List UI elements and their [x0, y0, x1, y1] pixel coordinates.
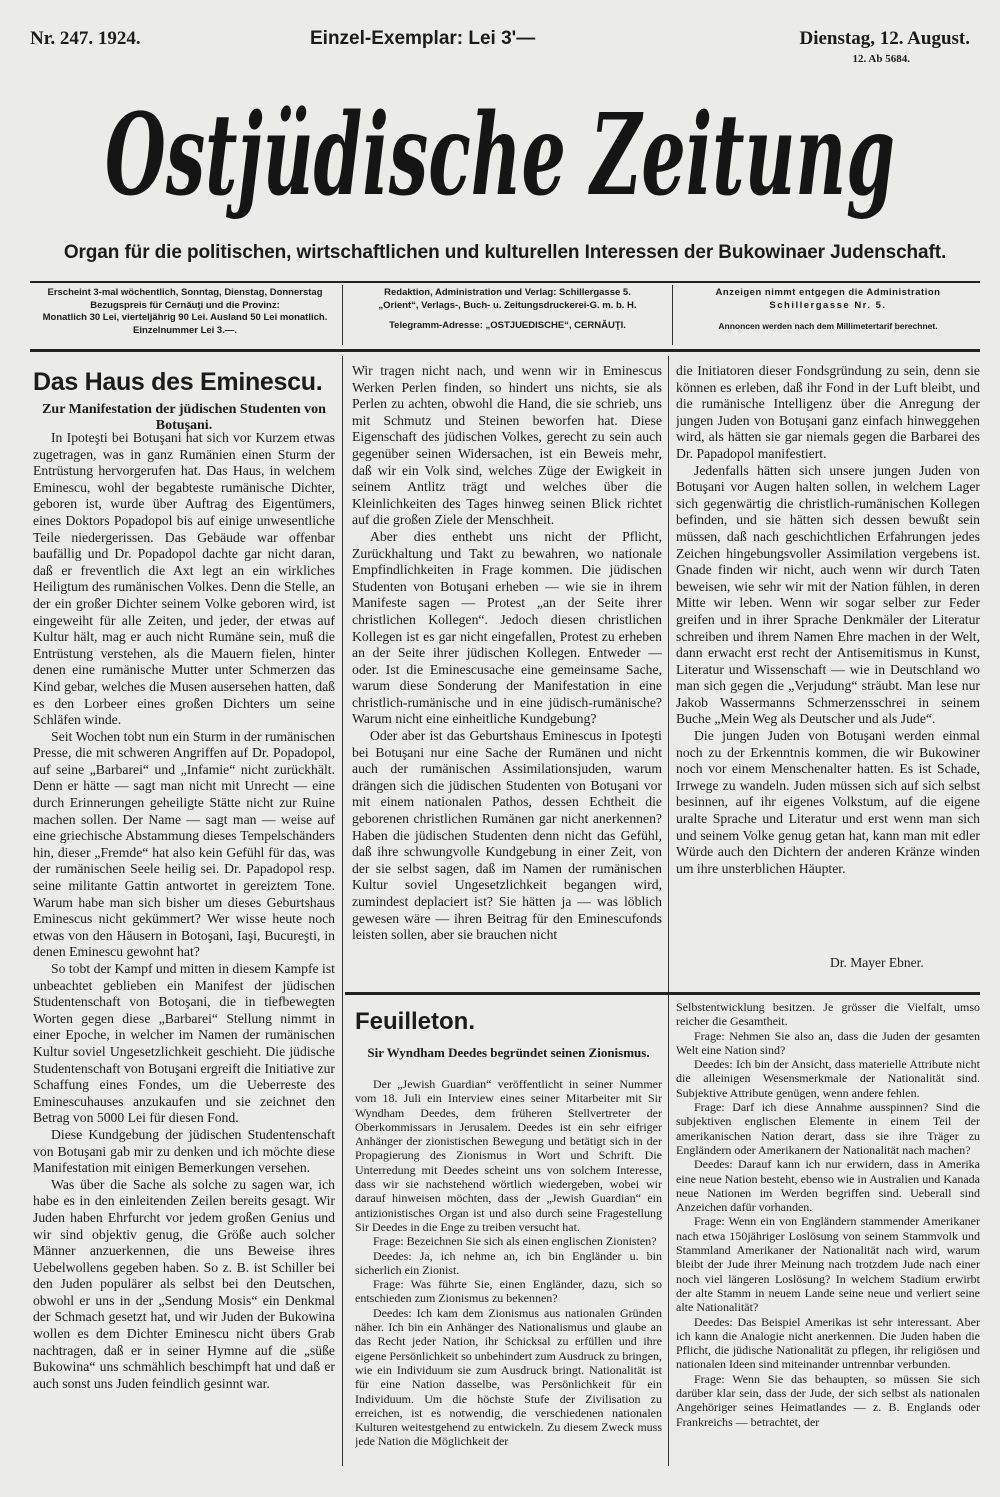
feuilleton-column-1	[355, 1077, 662, 1477]
paragraph: Frage: Nehmen Sie also an, dass die Juden der gesamten Welt eine Nation sind?	[676, 1028, 980, 1057]
paragraph: Frage: Bezeichnen Sie sich als einen englischen Zionisten?	[373, 1234, 657, 1249]
feuilleton-rule	[345, 992, 980, 995]
column-divider-2	[668, 356, 669, 1466]
paragraph: Wir tragen nicht nach, und wenn wir in Eminescus Werken Perlen finden, so hindert uns nichts, sie als Perlen zu achten, obwohl die Hand, die sie schrieb, uns mit Schmutz und Steinen beworfen hat. Diese Eigenschaft des jüdischen Volkes, gerecht zu sein auch gegenüber seinen Widersachen, ist ein Beweis mehr, daß wir ein Volk sind, welches Züge der Ewigkeit in seinem Antlitz trägt und welches über die Kleinlichkeiten des Tages hinweg seinen Blick richtet auf die großen Ziele der Menschheit.	[352, 363, 662, 528]
article-headline: Das Haus des Eminescu.	[33, 368, 323, 396]
masthead-title	[95, 72, 905, 232]
article-column-3	[676, 363, 980, 963]
rule-top	[30, 281, 980, 283]
article-signature: Dr. Mayer Ebner.	[830, 955, 924, 970]
paragraph: Frage: Wenn Sie das behaupten, so müssen Sie sich darüber klar sein, dass der Jude, der sich selbst als nationalen Angehöriger seines Heimatlandes — z. B. Englands oder Frankreichs — betrachtet, der	[676, 1371, 980, 1429]
editorial-info: Redaktion, Administration und Verlag: Schillergasse 5. „Orient“, Verlags-, Buch- u. Zeitungsdruckerei-G. m. b. H. Telegramm-Adresse: „OSTJUEDISCHE“, CERNĂUŢI.	[378, 287, 637, 332]
hebrew-date: 12. Ab 5684.	[852, 53, 910, 65]
advertising-info: Anzeigen nimmt entgegen die Administration Schillergasse Nr. 5. Annoncen werden nach dem Millimetertarif berechnet.	[715, 287, 941, 332]
subscription-info: Erscheint 3-mal wöchentlich, Sonntag, Dienstag, Donnerstag Bezugspreis für Cernăuţi und die Provinz: Monatlich 30 Lei, vierteljährig 90 Lei. Ausland 50 Lei monatlich. Einzelnummer Lei 3.—.	[42, 287, 328, 336]
paragraph: Deedes: Das Beispiel Amerikas ist sehr interessant. Aber ich kann die Analogie nicht anerkennen. Die Juden haben die Pflicht, die jüdische Nationalität zu pflegen, ihr religiösen und nationalen Ideen sind miteinander untrennbar verbunden.	[676, 1314, 980, 1372]
column-divider-1	[342, 356, 343, 1466]
paragraph: Jedenfalls hätten sich unsere jungen Juden von Botuşani vor Augen halten sollen, in welchem Lager sich gegenwärtig die christlich-rumänischen Kollegen befinden, und sie hätten sich dessen bewußt sein müssen, daß nach geschichtlichen Erfahrungen jedes Zeichen hingebungsvoller Assimilation vergebens ist. Gnade finden wir nicht, auch wenn wir durch Taten beweisen, wie sehr wir mit der Nation fühlen, in deren Mitte wir leben. Wenn wir sogar selber zur Feder greifen und in ihrer Sprache Denkmäler der Literatur schreiben und ihrem Namen Ehre machen in der Welt, dann erwacht erst recht der Antisemitismus in Kunst, Literatur und Wissenschaft — wie in Deutschland wo man sich gegen die „Verjudung“ sträubt. Man lese nur Jakob Wassermanns Schmerzensschrei in seinem Buche „Mein Weg als Deutscher und als Jude“.	[676, 462, 980, 727]
article-column-2	[352, 363, 662, 988]
paragraph: Die jungen Juden von Botuşani werden einmal noch zu der Erkenntnis kommen, die wir Bukowiner noch vor einem Menschenalter hatten. Es ist Schade, Irrwege zu wandeln. Juden müssen sich auf sich selbst besinnen, auf ihr eigenes Volkstum, auf die eigene uralte Sprache und Literatur und erst wenn man sich und seinem Volke genug getan hat, kann man mit edler Würde auch den Dichtern der anderen Kränze winden um ihre unsterblichen Häupter.	[676, 728, 980, 876]
paragraph: Deedes: Ich bin der Ansicht, dass materielle Attribute nicht die alleinigen Wesensmerkmale der Nationalität sind. Subjektive Attribute genügen, wenn andere fehlen.	[676, 1057, 980, 1100]
newspaper-subtitle: Organ für die politischen, wirtschaftlichen und kulturellen Interessen der Bukowinaer Judenschaft.	[63, 242, 947, 263]
paragraph: Der „Jewish Guardian“ veröffentlicht in seiner Nummer vom 18. Juli ein Interview eines seiner Mitarbeiter mit Sir Wyndham Deedes, dem früheren Stellvertreter der Oberkommissars in Jerusalem. Deedes ist ein sehr eifriger Anhänger der zionistischen Bewegung und betätigt sich in der Propagierung des Zionismus in Wort und Schrift. Die Unterredung mit Deedes scheint uns von solchem Interesse, dass wir sie nachstehend wörtlich wiedergeben, wobei wir darauf hinweisen möchten, dass der „Jewish Guardian“ ein antizionistisches Organ ist und also durch seine Fragestellung Sir Deedes in die Enge zu treiben versucht hat.	[355, 1077, 662, 1234]
paragraph: Deedes: Ich kam dem Zionismus aus nationalen Gründen näher. Ich bin ein Anhänger des Nationalismus und glaube an das Recht jeder Nation, ihr Schicksal zu erfüllen und ihre eigene Persönlichkeit so unbehindert zum Ausdruck zu bringen, wie ein Individuum sie zum Ausdruck bringt. Nationalität ist für eine Nation dasselbe, was Persönlichkeit für ein Individuum. Um die höchste Stufe der Zivilisation zu erreichen, ist es notwendig, die verschiedenen nationalen Kulturen weitestgehend zu entwickeln. Zu diesem Zweck muss jede Nation die Möglichkeit der	[355, 1305, 662, 1449]
paragraph: die Initiatoren dieser Fondsgründung zu sein, denn sie können es erleben, daß ihr Fond in der Luft bleibt, und die rumänische Intelligenz über die Anregung der jungen Juden von Botuşani ganz einfach hinweggehen wird, als hätten sie gar niemals gegen die Barbarei des Dr. Papadopol manifestiert.	[676, 363, 980, 461]
feuilleton-headline: Feuilleton.	[355, 1008, 475, 1035]
feuilleton-column-2	[676, 1000, 980, 1470]
article-subheadline: Zur Manifestation der jüdischen Studenten von Botuşani.	[42, 402, 326, 433]
paragraph: Frage: Darf ich diese Annahme ausspinnen? Sind die subjektiven englischen Elemente in einem Teil der amerikanischen Nation derart, dass sie ihre Träger zu Engländern oder Amerikanern der Nationalität nach machen?	[676, 1100, 980, 1157]
paragraph: Selbstentwicklung besitzen. Je grösser die Vielfalt, umso reicher die Gesamtheit.	[676, 1000, 980, 1029]
article-column-1	[33, 430, 335, 1470]
info-divider-2	[672, 285, 673, 345]
paragraph: Aber dies enthebt uns nicht der Pflicht, Zurückhaltung und Takt zu bewahren, wo nationale Empfindlichkeiten in Frage kommen. Die jüdischen Studenten von Botuşani erheben — wie sie in ihrem Manifeste sagen — Protest „an der Seite ihrer christlichen Kollegen“. Jedoch diesen christlichen Kollegen ist es gar nicht eingefallen, Protest zu erheben an der Seite ihrer jüdischen Kollegen. Entweder — oder. Ist die Eminescusache eine gemeinsame Sache, warum diese Sonderung der Manifestation in eine christlich-rumänische und in eine jüdisch-rumänische? Warum nicht eine einheitliche Kundgebung?	[352, 528, 662, 727]
issue-number: Nr. 247. 1924.	[30, 28, 141, 49]
top-line	[30, 28, 970, 65]
single-copy-price: Einzel-Exemplar: Lei 3'—	[310, 28, 536, 49]
paragraph: Frage: Wenn ein von Engländern stammender Amerikaner nach etwa 150jähriger Loslösung von seinem Stammvolk und Stammland Amerikaner der Nationalität nach wird, warum bleibt der Jude ihrer Meinung nach trotzdem Jude nach einer noch viel längeren Loslösung? In welchem Stadium erwirbt der alte Stamm in neuem Lande seine neue und verliert seine alte Nationalität?	[676, 1214, 980, 1315]
paragraph: Deedes: Darauf kann ich nur erwidern, dass in Amerika eine neue Nation besteht, ebenso wie in Australien und Kanada neue Nationen im Werden begriffen sind. Ueberall sind Anzeichen dafür vorhanden.	[676, 1157, 980, 1215]
paragraph: Seit Wochen tobt nun ein Sturm in der rumänischen Presse, die mit schweren Angriffen auf Dr. Popadopol, auf seine „Barbarei“ und „Infamie“ nicht zurückhält. Denn er hätte — sagt man nicht mit Unrecht — eine durch Erinnerungen geheiligte Stätte nicht zur Ruine machen sollen. Der Name — sagt man — weise auf eine griechische Abstammung dieses Tempelschänders hin, dieser „Fremde“ hat also kein Gefühl für das, was der rumänischen Seele heilig sei. Dr. Papadopol resp. seine militante Gattin antwortet in gereiztem Tone. Warum habe man sich bisher um dieses Geburtshaus Eminescus nicht gekümmert? Wer wisse heute noch etwas von den Häusern in Botoşani, Iaşi, Bucureşti, in denen Eminescu gewohnt hat?	[33, 728, 335, 960]
paragraph: Was über die Sache als solche zu sagen war, ich habe es in den einleitenden Zeilen bereits gesagt. Wir Juden haben Ehrfurcht vor jedem großen Genius und wir sind objektiv genug, die Größe auch solcher Männer anzuerkennen, die uns Beweise ihres Uebelwollens gegeben haben. So z. B. ist Schiller bei den Juden populärer als selbst bei den Deutschen, obwohl er uns in der „Sendung Mosis“ ein Denkmal der Schmach gesetzt hat, und wir Juden der Bukowina wollen es dem Dichter Eminescu nicht übers Grab nachtragen, daß er in seiner Hymne auf die „süße Bukowina“ uns schmählich beschimpft hat und daß er auch sonst uns Juden feindlich gesinnt war.	[33, 1176, 335, 1391]
paragraph: So tobt der Kampf und mitten in diesem Kampfe ist unbeachtet geblieben ein Manifest der jüdischen Studentenschaft von Botoşani, die in tiefbewegten Worten gegen diese „Barbarei“ Stellung nimmt in einer Epoche, in welcher im Namen der rumänischen Kultur soviel Ungesetzlichkeit geschieht. Die jüdische Studentenschaft von Botuşani ergreift die Initiative zur Schaffung eines Fondes, um die Ueberreste des Eminescuhauses anzukaufen und sie zeichnet den Betrag von 5000 Lei für diesen Fond.	[33, 961, 335, 1126]
issue-date: Dienstag, 12. August.	[799, 28, 970, 49]
info-divider-1	[342, 285, 343, 345]
feuilleton-subheadline: Sir Wyndham Deedes begründet seinen Zionismus.	[367, 1045, 650, 1060]
rule-info-bottom	[30, 349, 980, 352]
paragraph: Oder aber ist das Geburtshaus Eminescus in Ipoteşti bei Botuşani nur eine Sache der Rumänen und nicht auch der rumänischen Assimilationsjuden, warum drängen sich die jüdischen Studenten von Botuşani vor mit einem nationalen Pathos, dessen Echtheit die geborenen christlichen Rumänen gar nicht anerkennen? Haben die jüdischen Studenten denn nicht das Gefühl, daß ihre schwungvolle Kundgebung in einer Zeit, von der sie selbst sagen, daß im Namen der rumänischen Kultur soviel Ungesetzlichkeit begangen wird, zumindest deplaciert ist? Sie hätten ja — was löblich gewesen wäre — ihren Beitrag für den Eminescufonds leisten sollen, aber sie brauchen nicht	[352, 728, 662, 943]
paragraph: Frage: Was führte Sie, einen Engländer, dazu, sich so entschieden zum Zionismus zu bekennen?	[355, 1277, 662, 1306]
newspaper-title: Ostjüdische Zeitung	[105, 90, 895, 221]
paragraph: In Ipoteşti bei Botuşani hat sich vor Kurzem etwas zugetragen, was in ganz Rumänien einen Sturm der Entrüstung hervorgerufen hat. Das Haus, in welchem Eminescu, wohl der begabteste rumänische Dichter, geboren ist, wurde über Auftrag des Eigentümers, eines Doktors Popadopol bis auf einige unwesentliche Teile niedergerissen. Das Gebäude war offenbar baufällig und Dr. Popadopol dachte gar nicht daran, daß er freventlich die Axt legt an ein wirkliches Heiligtum des rumänischen Volkes. Denn die Stelle, an der ein großer Dichter seinem Volke geboren wird, ist eingeweiht für alle Zeiten, und jeder, der etwas auf Kultur hält, mag er auch nicht Rumäne sein, muß die Entrüstung verstehen, als die Mauern fielen, hinter denen eine rumänische Mutter unter Schmerzen das Kind gebar, welches die Musen ausersehen hatten, daß es den Lorbeer eines großen Dichters um seine Schläfen winde.	[33, 430, 335, 728]
paragraph: Deedes: Ja, ich nehme an, ich bin Engländer u. bin sicherlich ein Zionist.	[355, 1248, 662, 1277]
paragraph: Diese Kundgebung der jüdischen Studentenschaft von Botuşani gab mir zu denken und ich möchte diese Manifestation mit einigen Bemerkungen versehen.	[33, 1126, 335, 1176]
